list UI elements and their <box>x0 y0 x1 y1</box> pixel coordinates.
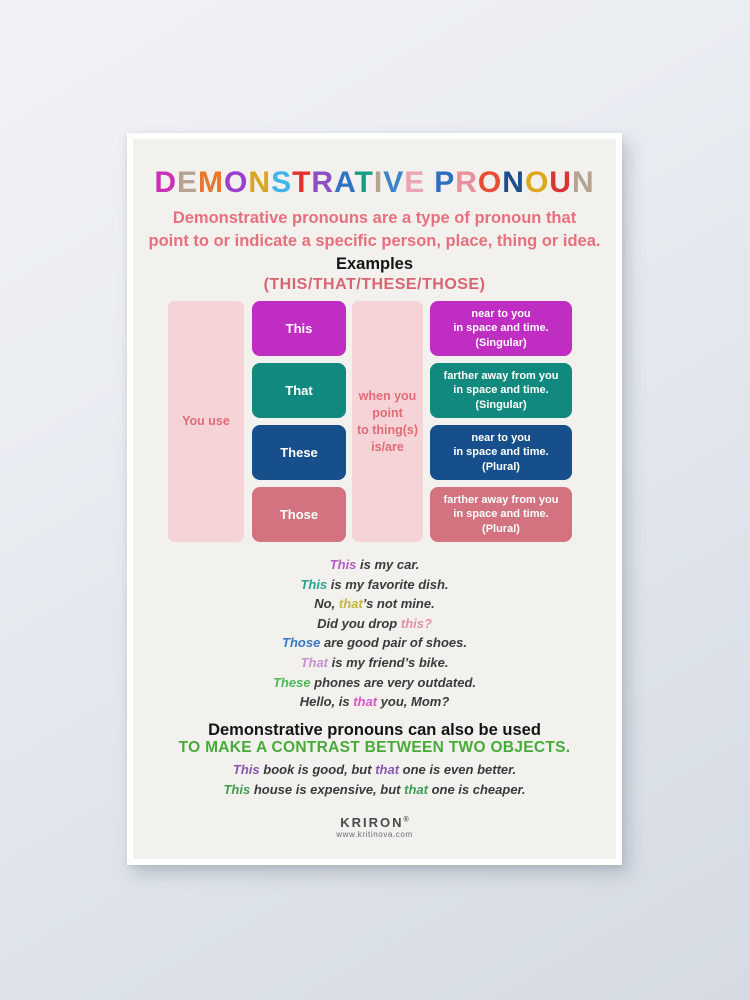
title-letter: O <box>224 166 249 199</box>
title-letter: A <box>334 166 355 199</box>
sentence-text: No, <box>314 596 339 612</box>
sentence-text: is my favorite dish. <box>327 576 449 592</box>
contrast-sentence-2 <box>133 780 616 800</box>
pronoun-box-this: This <box>252 301 346 356</box>
registered-mark: ® <box>403 816 409 824</box>
contrast-sentences <box>133 760 616 799</box>
title-letter: I <box>373 166 384 199</box>
example-sentence-6 <box>133 653 616 673</box>
sentence-text: house is expensive, but <box>250 781 405 797</box>
sentence-text: is my friend’s bike. <box>328 654 449 670</box>
title-letter: M <box>198 166 225 199</box>
examples-subheading: (THIS/THAT/THESE/THOSE) <box>263 276 486 293</box>
highlighted-pronoun: This <box>232 762 260 777</box>
subtitle-line-1: Demonstrative pronouns are a type of pronoun that <box>172 209 577 227</box>
sentence-text: you, Mom? <box>377 694 450 710</box>
title-letter: P <box>434 166 456 199</box>
brand-name: KRIRON <box>340 815 404 830</box>
brand-url: www.kritinova.com <box>336 830 413 839</box>
highlighted-pronoun: Those <box>282 635 321 651</box>
description-box-this: near to you in space and time. (Singular) <box>430 301 572 356</box>
description-box-that: farther away from you in space and time. (Singular) <box>430 363 572 418</box>
title-letter: R <box>311 166 335 199</box>
contrast-heading: Demonstrative pronouns can also be used <box>208 721 541 739</box>
pronoun-box-those: Those <box>252 487 346 542</box>
highlighted-pronoun: that <box>338 596 363 612</box>
brand-logo <box>133 815 616 830</box>
title-letter: N <box>248 166 272 199</box>
title-letter: V <box>383 166 405 199</box>
highlighted-pronoun: that <box>375 762 400 777</box>
title-letter: S <box>271 166 293 199</box>
title-letter: R <box>455 166 478 199</box>
highlighted-pronoun: This <box>223 781 251 797</box>
title-letter: T <box>354 166 374 199</box>
highlighted-pronoun: this? <box>400 615 432 631</box>
title-letter: T <box>292 166 312 199</box>
contrast-subheading: TO MAKE A CONTRAST BETWEEN TWO OBJECTS. <box>178 739 571 756</box>
title-letter: E <box>404 166 426 199</box>
description-box-these: near to you in space and time. (Plural) <box>430 425 572 480</box>
you-use-cell <box>168 301 244 542</box>
examples-heading: Examples <box>335 255 414 273</box>
sentence-text: one is even better. <box>399 762 517 777</box>
description-box-those: farther away from you in space and time. (Plural) <box>430 487 572 542</box>
sentence-text: phones are very outdated. <box>310 674 476 690</box>
example-sentence-3 <box>133 594 616 614</box>
title-letter: E <box>177 166 199 199</box>
highlighted-pronoun: That <box>300 654 329 670</box>
example-sentence-5 <box>133 633 616 653</box>
title-letter: O <box>477 166 503 199</box>
sentence-text: are good pair of shoes. <box>320 635 467 651</box>
sentence-text: Hello, is <box>299 694 354 710</box>
pronoun-box-these: These <box>252 425 346 480</box>
sentence-text: is my car. <box>356 557 420 572</box>
example-sentence-2 <box>133 575 616 595</box>
title-letter: O <box>524 166 550 199</box>
poster-inner-panel <box>133 139 616 859</box>
example-sentence-4 <box>133 614 616 634</box>
sentence-text: ’s not mine. <box>362 596 435 612</box>
highlighted-pronoun: that <box>404 781 428 797</box>
highlighted-pronoun: These <box>272 674 311 690</box>
example-sentence-7 <box>133 673 616 693</box>
highlighted-pronoun: This <box>329 557 357 572</box>
you-use-label: You use <box>182 414 230 428</box>
demonstrative-pronoun-poster <box>127 133 622 865</box>
sentence-text: one is cheaper. <box>427 781 526 797</box>
when-you-point-label: when you point to thing(s) is/are <box>356 388 419 454</box>
highlighted-pronoun: This <box>300 576 328 592</box>
title-letter: D <box>154 166 178 199</box>
contrast-sentence-1 <box>133 760 616 780</box>
pronoun-box-that: That <box>252 363 346 418</box>
example-sentence-8 <box>133 692 616 712</box>
highlighted-pronoun: that <box>353 694 378 710</box>
title-letter: N <box>502 166 525 199</box>
sentence-text: book is good, but <box>259 762 376 777</box>
subtitle-line-2: point to or indicate a specific person, place, thing or idea. <box>148 231 601 250</box>
title-letter: N <box>571 166 595 199</box>
example-sentences <box>133 555 616 712</box>
title-letter: U <box>549 166 572 199</box>
when-you-point-cell <box>352 301 423 542</box>
example-sentence-1 <box>133 555 616 575</box>
sentence-text: Did you drop <box>317 615 401 631</box>
